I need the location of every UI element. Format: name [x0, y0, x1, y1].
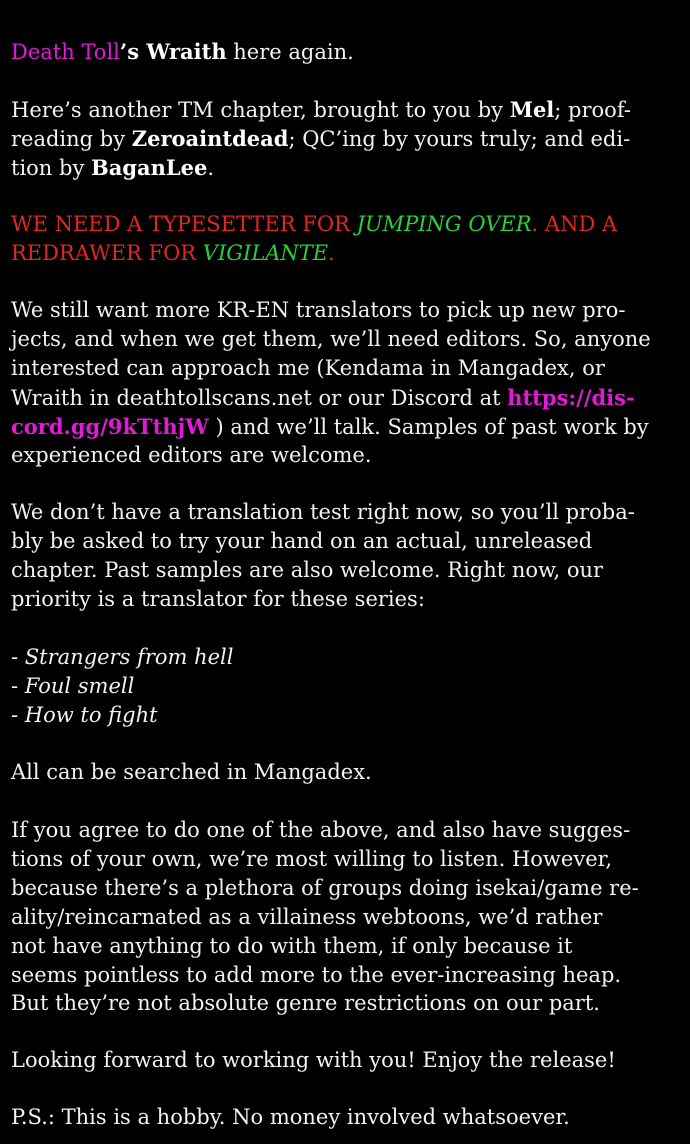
suggestions-line-5: not have anything to do with them, if only because it: [11, 934, 573, 958]
list-item: - Foul smell: [11, 674, 135, 698]
series-vigilante: VIGILANTE: [202, 241, 329, 265]
translators-line-3: interested can approach me (Kendama in Mangadex, or: [11, 356, 605, 380]
translators-line-5: cord.gg/9kTthjW ) and we’ll talk. Samples of past work by: [11, 414, 649, 439]
translator-name: Mel: [509, 97, 555, 122]
proofreader-name: Zeroaintdead: [131, 126, 289, 151]
series-jumping-over: JUMPING OVER: [356, 212, 532, 236]
suggestions-line-3: because there’s a plethora of groups doing isekai/game re-: [11, 876, 639, 900]
credits-line-1: Here’s another TM chapter, brought to you by Mel; proof-: [11, 97, 631, 122]
group-name: Death Toll: [11, 40, 120, 64]
intro-line: Death Toll’s Wraith here again.: [11, 39, 354, 64]
series-title: Foul smell: [24, 674, 135, 698]
suggestions-line-4: ality/reincarnated as a villainess webtoons, we’d rather: [11, 905, 603, 929]
test-line-2: bly be asked to try your hand on an actual, unreleased: [11, 529, 593, 553]
recruit-line-1: WE NEED A TYPESETTER FOR JUMPING OVER. AND A: [11, 212, 618, 236]
translators-line-6: experienced editors are welcome.: [11, 443, 372, 467]
test-line-1: We don’t have a translation test right now, so you’ll proba-: [11, 500, 635, 524]
suggestions-line-6: seems pointless to add more to the ever-increasing heap.: [11, 963, 622, 987]
series-title: How to fight: [24, 703, 158, 727]
translators-line-1: We still want more KR-EN translators to pick up new pro-: [11, 298, 626, 322]
discord-link-part-2[interactable]: cord.gg/9kTthjW: [11, 414, 209, 439]
suggestions-line-2: tions of your own, we’re most willing to listen. However,: [11, 847, 613, 871]
test-line-4: priority is a translator for these series:: [11, 587, 425, 611]
closing-line: Looking forward to working with you! Enjoy the release!: [11, 1048, 616, 1072]
editor-name: BaganLee: [90, 155, 208, 180]
series-title: Strangers from hell: [24, 645, 234, 669]
credits-line-2: reading by Zeroaintdead; QC’ing by yours truly; and edi-: [11, 126, 631, 151]
ps-line: P.S.: This is a hobby. No money involved whatsoever.: [11, 1105, 570, 1129]
list-item: - Strangers from hell: [11, 645, 234, 669]
recruit-line-2: REDRAWER FOR VIGILANTE.: [11, 241, 335, 265]
translators-line-4: Wraith in deathtollscans.net or our Discord at https://dis-: [11, 385, 635, 410]
author-name: Wraith: [146, 39, 227, 64]
test-line-3: chapter. Past samples are also welcome. Right now, our: [11, 558, 604, 582]
suggestions-line-1: If you agree to do one of the above, and also have sugges-: [11, 818, 631, 842]
suggestions-line-7: But they’re not absolute genre restrictions on our part.: [11, 991, 600, 1015]
discord-link-part-1[interactable]: https://dis-: [507, 385, 635, 410]
credits-line-3: tion by BaganLee.: [11, 155, 215, 180]
list-item: - How to fight: [11, 703, 158, 727]
translators-line-2: jects, and when we get them, we’ll need editors. So, anyone: [11, 327, 651, 351]
searchable-line: All can be searched in Mangadex.: [11, 760, 372, 784]
